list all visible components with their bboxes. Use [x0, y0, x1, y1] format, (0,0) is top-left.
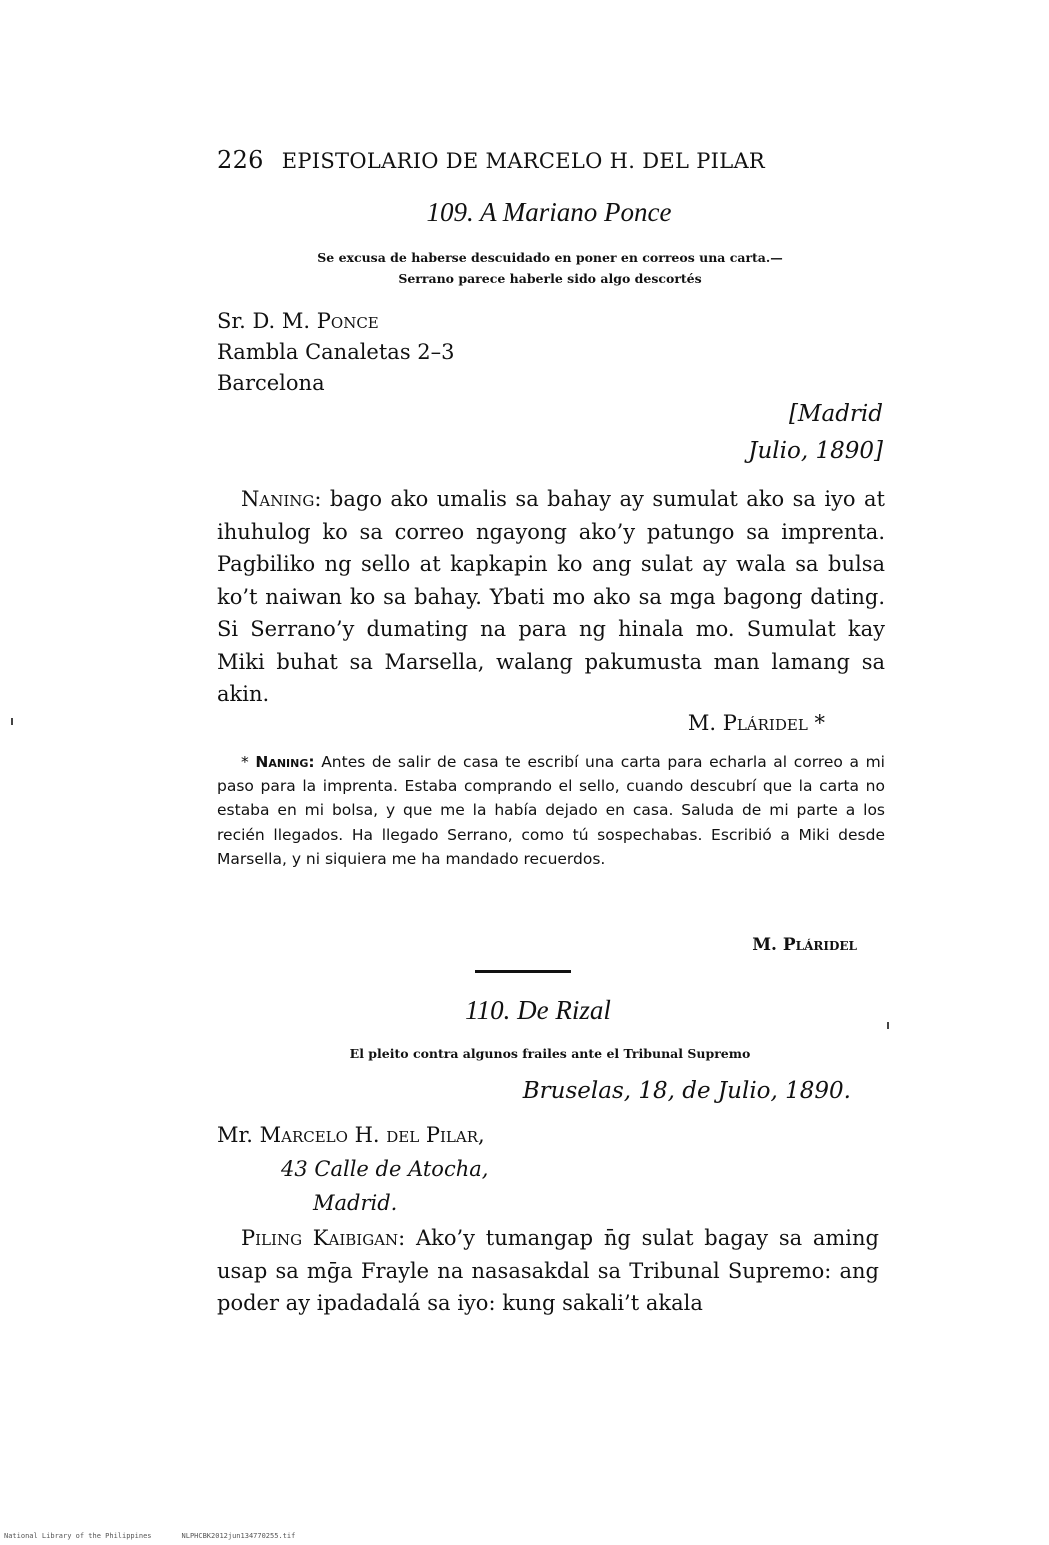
- letter-110-place-date: Bruselas, 18, de Julio, 1890.: [522, 1078, 851, 1104]
- letter-109-heading: 109. A Mariano Ponce: [426, 197, 672, 227]
- letter-110-summary: El pleito contra algunos frailes ante el Tribunal Supremo: [349, 1046, 751, 1061]
- address-recipient: [217, 1118, 488, 1152]
- signature-prefix: M.: [687, 711, 717, 735]
- letter-110-address: [217, 1118, 488, 1220]
- letter-110-greeting: Piling Kaibigan:: [241, 1226, 406, 1250]
- page-number: 226: [217, 146, 264, 174]
- signature-name: Pláridel: [722, 711, 808, 735]
- letter-110-body: [217, 1222, 879, 1320]
- signature-mark: *: [814, 711, 825, 735]
- letter-109-body-text: bago ako umalis sa bahay ay sumulat ako sa iyo at ihuhulog ko sa correo ngayong ako’y patungo sa imprenta. Pagbiliko ng sello at kapkapin ko ang sulat ay wala sa bulsa ko’t naiwan ko sa bahay. Ybati mo ako sa mga bagong dating. Si Serrano’y dumating na para ng hinala mo. Sumulat kay Miki buhat sa Marsella, walang pakumusta man lamang sa akin.: [217, 487, 885, 706]
- address-street: Rambla Canaletas 2–3: [217, 340, 455, 364]
- footer-library: National Library of the Philippines: [4, 1532, 152, 1540]
- footnote-greeting: Naning:: [255, 753, 315, 771]
- footnote-signature-prefix: M.: [752, 935, 777, 955]
- letter-109-signature: [688, 711, 825, 735]
- address-street: 43 Calle de Atocha,: [281, 1157, 489, 1181]
- place-date-line2: Julio, 1890]: [748, 438, 883, 464]
- place-date-line1: [Madrid: [788, 401, 883, 427]
- footnote-text: Antes de salir de casa te escribí una carta para echarla al correo a mi paso para la imprenta. Estaba comprando el sello, cuando descubrí que la carta no estaba en mi bolsa, y que me la había dejado en casa. Saluda de mi parte a los recién llegados. Ha llegado Serrano, como tú sospechabas. Escribió a Miki desde Marsella, y ni siquiera me ha mandado recuerdos.: [217, 753, 885, 868]
- address-name: Marcelo H. del Pilar,: [259, 1123, 485, 1147]
- footer-file-id: NLPHCBK2012jun134770255.tif: [181, 1532, 296, 1540]
- letter-109-greeting: Naning:: [241, 487, 322, 511]
- section-divider: [475, 970, 571, 973]
- letter-109-place-date: [748, 396, 883, 470]
- letter-109-footnote: [217, 750, 885, 871]
- address-name: Ponce: [316, 309, 379, 333]
- scan-mark: [887, 1022, 889, 1029]
- scan-footer: [4, 1532, 325, 1540]
- footnote-signature: [752, 935, 857, 955]
- address-recipient: [217, 306, 455, 337]
- running-title: EPISTOLARIO DE MARCELO H. DEL PILAR: [281, 149, 766, 173]
- letter-110-body-text: Ako’y tumangap n̄g sulat bagay sa aming usap sa mḡa Frayle na nasasakdal sa Tribunal Supremo: ang poder ay ipadadalá sa iyo: kung sakali’t akala: [217, 1226, 879, 1315]
- letter-109-address: [217, 306, 455, 399]
- address-prefix: Mr.: [217, 1123, 253, 1147]
- running-header: [217, 146, 765, 174]
- footnote-signature-name: Pláridel: [782, 935, 857, 955]
- letter-110-heading: 110. De Rizal: [465, 995, 611, 1025]
- address-city: Madrid.: [313, 1191, 398, 1215]
- address-prefix: Sr. D. M.: [217, 309, 311, 333]
- footnote-marker: *: [241, 753, 249, 771]
- address-city: Barcelona: [217, 371, 325, 395]
- letter-109-body: [217, 483, 885, 711]
- letter-109-summary-line2: Serrano parece haberle sido algo descortés: [398, 271, 702, 286]
- letter-109-summary: [230, 247, 870, 289]
- scan-mark: [11, 718, 13, 725]
- letter-109-summary-line1: Se excusa de haberse descuidado en poner en correos una carta.—: [317, 250, 783, 265]
